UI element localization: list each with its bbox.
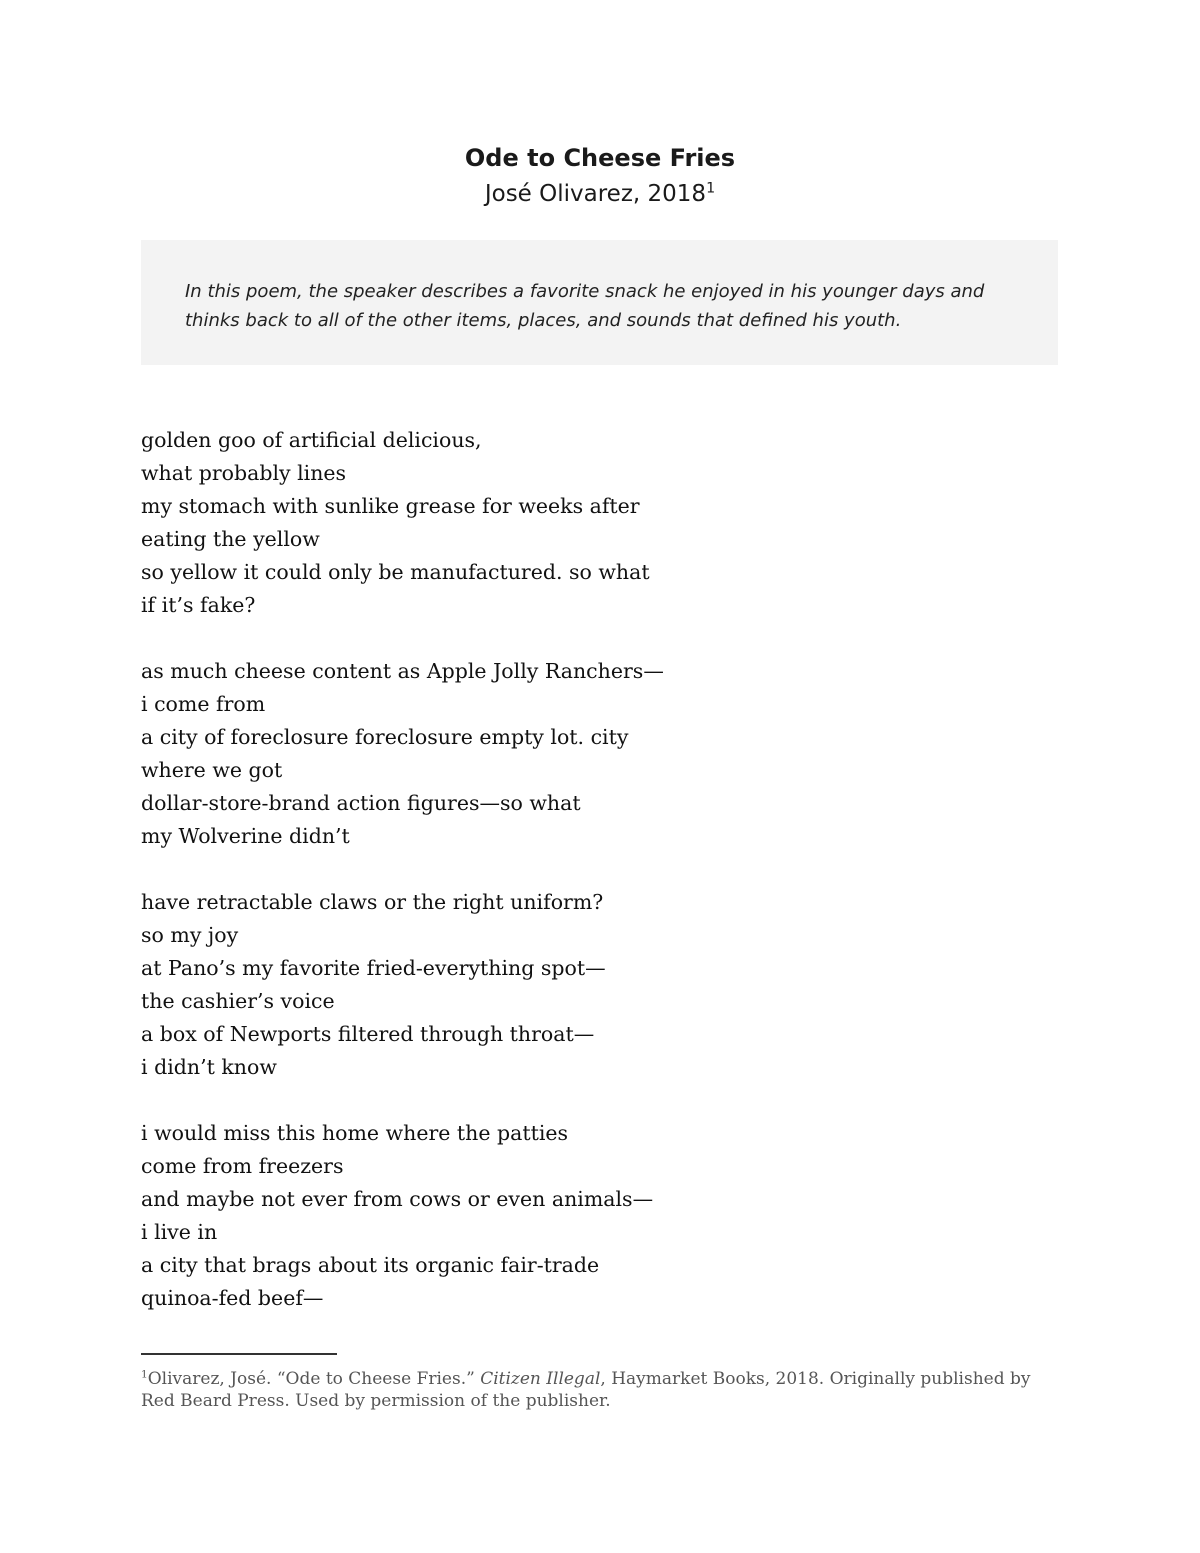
stanza — [141, 424, 1041, 622]
poem-line: come from freezers — [141, 1154, 344, 1178]
poem-line: what probably lines — [141, 461, 347, 485]
footnote-divider — [141, 1353, 337, 1355]
poem-line: so yellow it could only be manufactured. so what — [141, 560, 650, 584]
poem-line: a city of foreclosure foreclosure empty lot. city — [141, 725, 629, 749]
poem-body — [141, 424, 1041, 1348]
footnote-citation-end: , Haymarket Books, 2018. Originally published by Red Beard Press. Used by permission of the publisher. — [141, 1369, 1031, 1411]
author-year: José Olivarez, 2018 — [484, 181, 707, 207]
summary-text: In this poem, the speaker describes a favorite snack he enjoyed in his younger days and thinks back to all of the other items, places, and sounds that defined his youth. — [185, 281, 985, 331]
poem-line: golden goo of artificial delicious, — [141, 428, 482, 452]
poem-line: so my joy — [141, 923, 239, 947]
poem-line: i didn’t know — [141, 1055, 277, 1079]
poem-line: dollar-store-brand action figures—so what — [141, 791, 581, 815]
poem-line: a city that brags about its organic fair-trade — [141, 1253, 600, 1277]
poem-title: Ode to Cheese Fries — [464, 144, 736, 172]
footnote-source-title: Citizen Illegal — [480, 1369, 601, 1389]
footnote — [141, 1368, 1051, 1412]
stanza — [141, 1117, 1041, 1315]
footnote-reference: 1 — [706, 180, 716, 197]
poem-line: as much cheese content as Apple Jolly Ranchers— — [141, 659, 664, 683]
poem-line: i live in — [141, 1220, 218, 1244]
summary-box — [141, 240, 1058, 365]
poem-line: eating the yellow — [141, 527, 320, 551]
poem-line: my stomach with sunlike grease for weeks after — [141, 494, 640, 518]
poem-line: i come from — [141, 692, 266, 716]
poem-line: a box of Newports filtered through throat— — [141, 1022, 595, 1046]
stanza — [141, 655, 1041, 853]
poem-line: at Pano’s my favorite fried-everything spot— — [141, 956, 606, 980]
stanza — [141, 886, 1041, 1084]
footnote-citation-start: Olivarez, José. “Ode to Cheese Fries.” — [147, 1369, 481, 1389]
poem-line: my Wolverine didn’t — [141, 824, 350, 848]
author-byline — [0, 178, 1200, 210]
footnote-marker: 1 — [141, 1368, 148, 1381]
poem-line: the cashier’s voice — [141, 989, 335, 1013]
poem-line: if it’s fake? — [141, 593, 256, 617]
poem-line: have retractable claws or the right uniform? — [141, 890, 604, 914]
poem-line: i would miss this home where the patties — [141, 1121, 569, 1145]
poem-line: and maybe not ever from cows or even animals— — [141, 1187, 654, 1211]
poem-line: quinoa-fed beef— — [141, 1286, 324, 1310]
poem-line: where we got — [141, 758, 283, 782]
